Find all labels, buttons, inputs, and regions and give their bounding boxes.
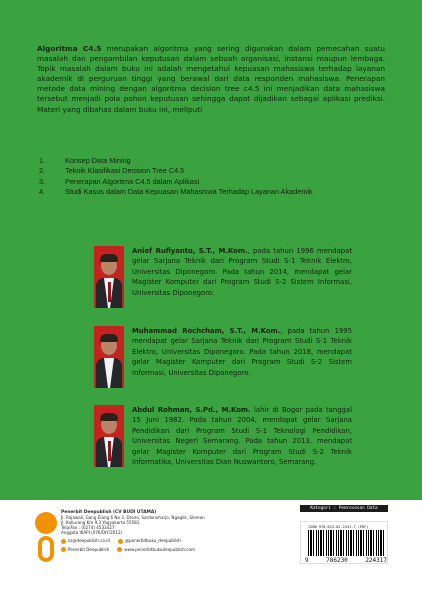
author-card [94,246,354,323]
list-item: 1. Konsep Data Mining [39,156,131,165]
synopsis-lead-title: Algoritma C4.5 [37,44,102,53]
barcode-digits: 9 786230 224317 [305,557,387,564]
author-bio: Anief Rufiyanto, S.T., M.Kom., pada tahun 1996 mendapat gelar Sarjana Teknik dari Program Studi S-1 Teknik Elektro, Universitas Diponegoro. Pada tahun 2014, mendapat gelar Magister Komputer dari Program Studi S-2 Sistem Informasi, Universitas Diponegoro. [132,247,353,297]
publisher-address-2: Jl. Kaliurang Km 9,3 Yogyakarta 55581 [61,520,140,526]
author-photo [94,326,124,388]
topic-list [37,156,385,198]
author-photo [94,246,124,308]
email-contact: cs@deepublish.co.id [61,538,110,544]
author-bio: Muhammad Rochcham, S.T., M.Kom., pada tahun 1995 mendapat gelar Sarjana Teknik dari Program Studi S-1 Teknik Elektro, Universitas Diponegoro. Pada tahun 2018, mendapat gelar Magister Komputer dari Program Studi S-2 Sistem Informasi, Universitas Diponegoro. [132,327,352,377]
publisher-address: Jl. Rajawali, Gang Elang 6 No 3, Drono, Sardonoharjo, Ngaglik, Sleman [61,515,205,521]
author-card [94,405,354,482]
facebook-contact: Penerbit Deepublish [61,547,109,553]
publisher-footer [0,500,422,594]
author-name: Anief Rufiyanto, S.T., M.Kom. [132,247,248,255]
book-synopsis [37,44,385,115]
author-name: Abdul Rohman, S.Pd., M.Kom. [132,406,251,414]
author-name: Muhammad Rochcham, S.T., M.Kom. [132,327,281,335]
isbn-label: ISBN 978-623-02-2431-7 (PDF) [308,525,369,529]
isbn-barcode-box [300,521,388,564]
email-icon [61,539,66,544]
facebook-icon [61,547,66,552]
author-card [94,326,354,403]
instagram-contact: @penerbitbuku_deepublish [118,538,181,544]
barcode-icon [308,530,384,556]
list-item: 3. Penerapan Algoritma C4.5 dalam Aplikasi [39,176,200,186]
globe-icon [117,547,122,552]
category-label: Kategori : Pemrosesan Data [300,505,388,512]
publisher-contact-row [61,538,219,544]
publisher-membership: Anggota IKAPI (076/DIY/2012) [61,530,123,536]
instagram-icon [118,539,123,544]
website-contact: www.penerbitbukudeepublish.com [117,547,195,553]
publisher-info [61,510,219,552]
author-bio: Abdul Rohman, S.Pd., M.Kom. lahir di Bogor pada tanggal 15 Juni 1982. Pada tahun 2004, mendapat gelar Sarjana Pendidikan dari Program Studi S-1 Teknologi Pendidikan, Universitas Negeri Semarang. Pada tahun 2013, mendapat gelar Magister Komputer dari Program Studi S-2 Teknik Informatika, Universitas Dian Nuswantoro, Semarang. [132,406,352,467]
author-photo [94,405,124,467]
synopsis-body: merupakan algoritma yang sering digunakan dalam pemecahan suatu masalah dan pengambilan keputusan dalam sebuah organisasi, instansi maupun lembaga. Topik masalah dalam buku ini adalah mengetahui kepuasan mahasiswa terhadap layanan akademik di perguruan tinggi yang berawal dari data responden mahasiswa. Penerapan metode data mining dengan algoritma decision tree c4.5 ini menjadikan data mahasiswa tersebut menjadi pola pohon keputusan sehingga dapat dijadikan sebagai aplikasi prediksi. Materi yang dibahas dalam buku ini, meliputi [37,44,385,114]
list-item: 2. Teknik Klasifikasi Decision Tree C4.5 [39,166,185,176]
publisher-contact-row-2 [61,547,219,553]
publisher-name: Penerbit Deepublish (CV BUDI UTAMA) [61,510,157,515]
list-item: 4. Studi Kasus dalam Data Kepuasan Mahasiswa Terhadap Layanan Akademik [39,187,313,197]
deepublish-logo-icon [35,512,57,582]
publisher-phone: Telp/Fax : (0274) 4533427 [61,525,115,531]
